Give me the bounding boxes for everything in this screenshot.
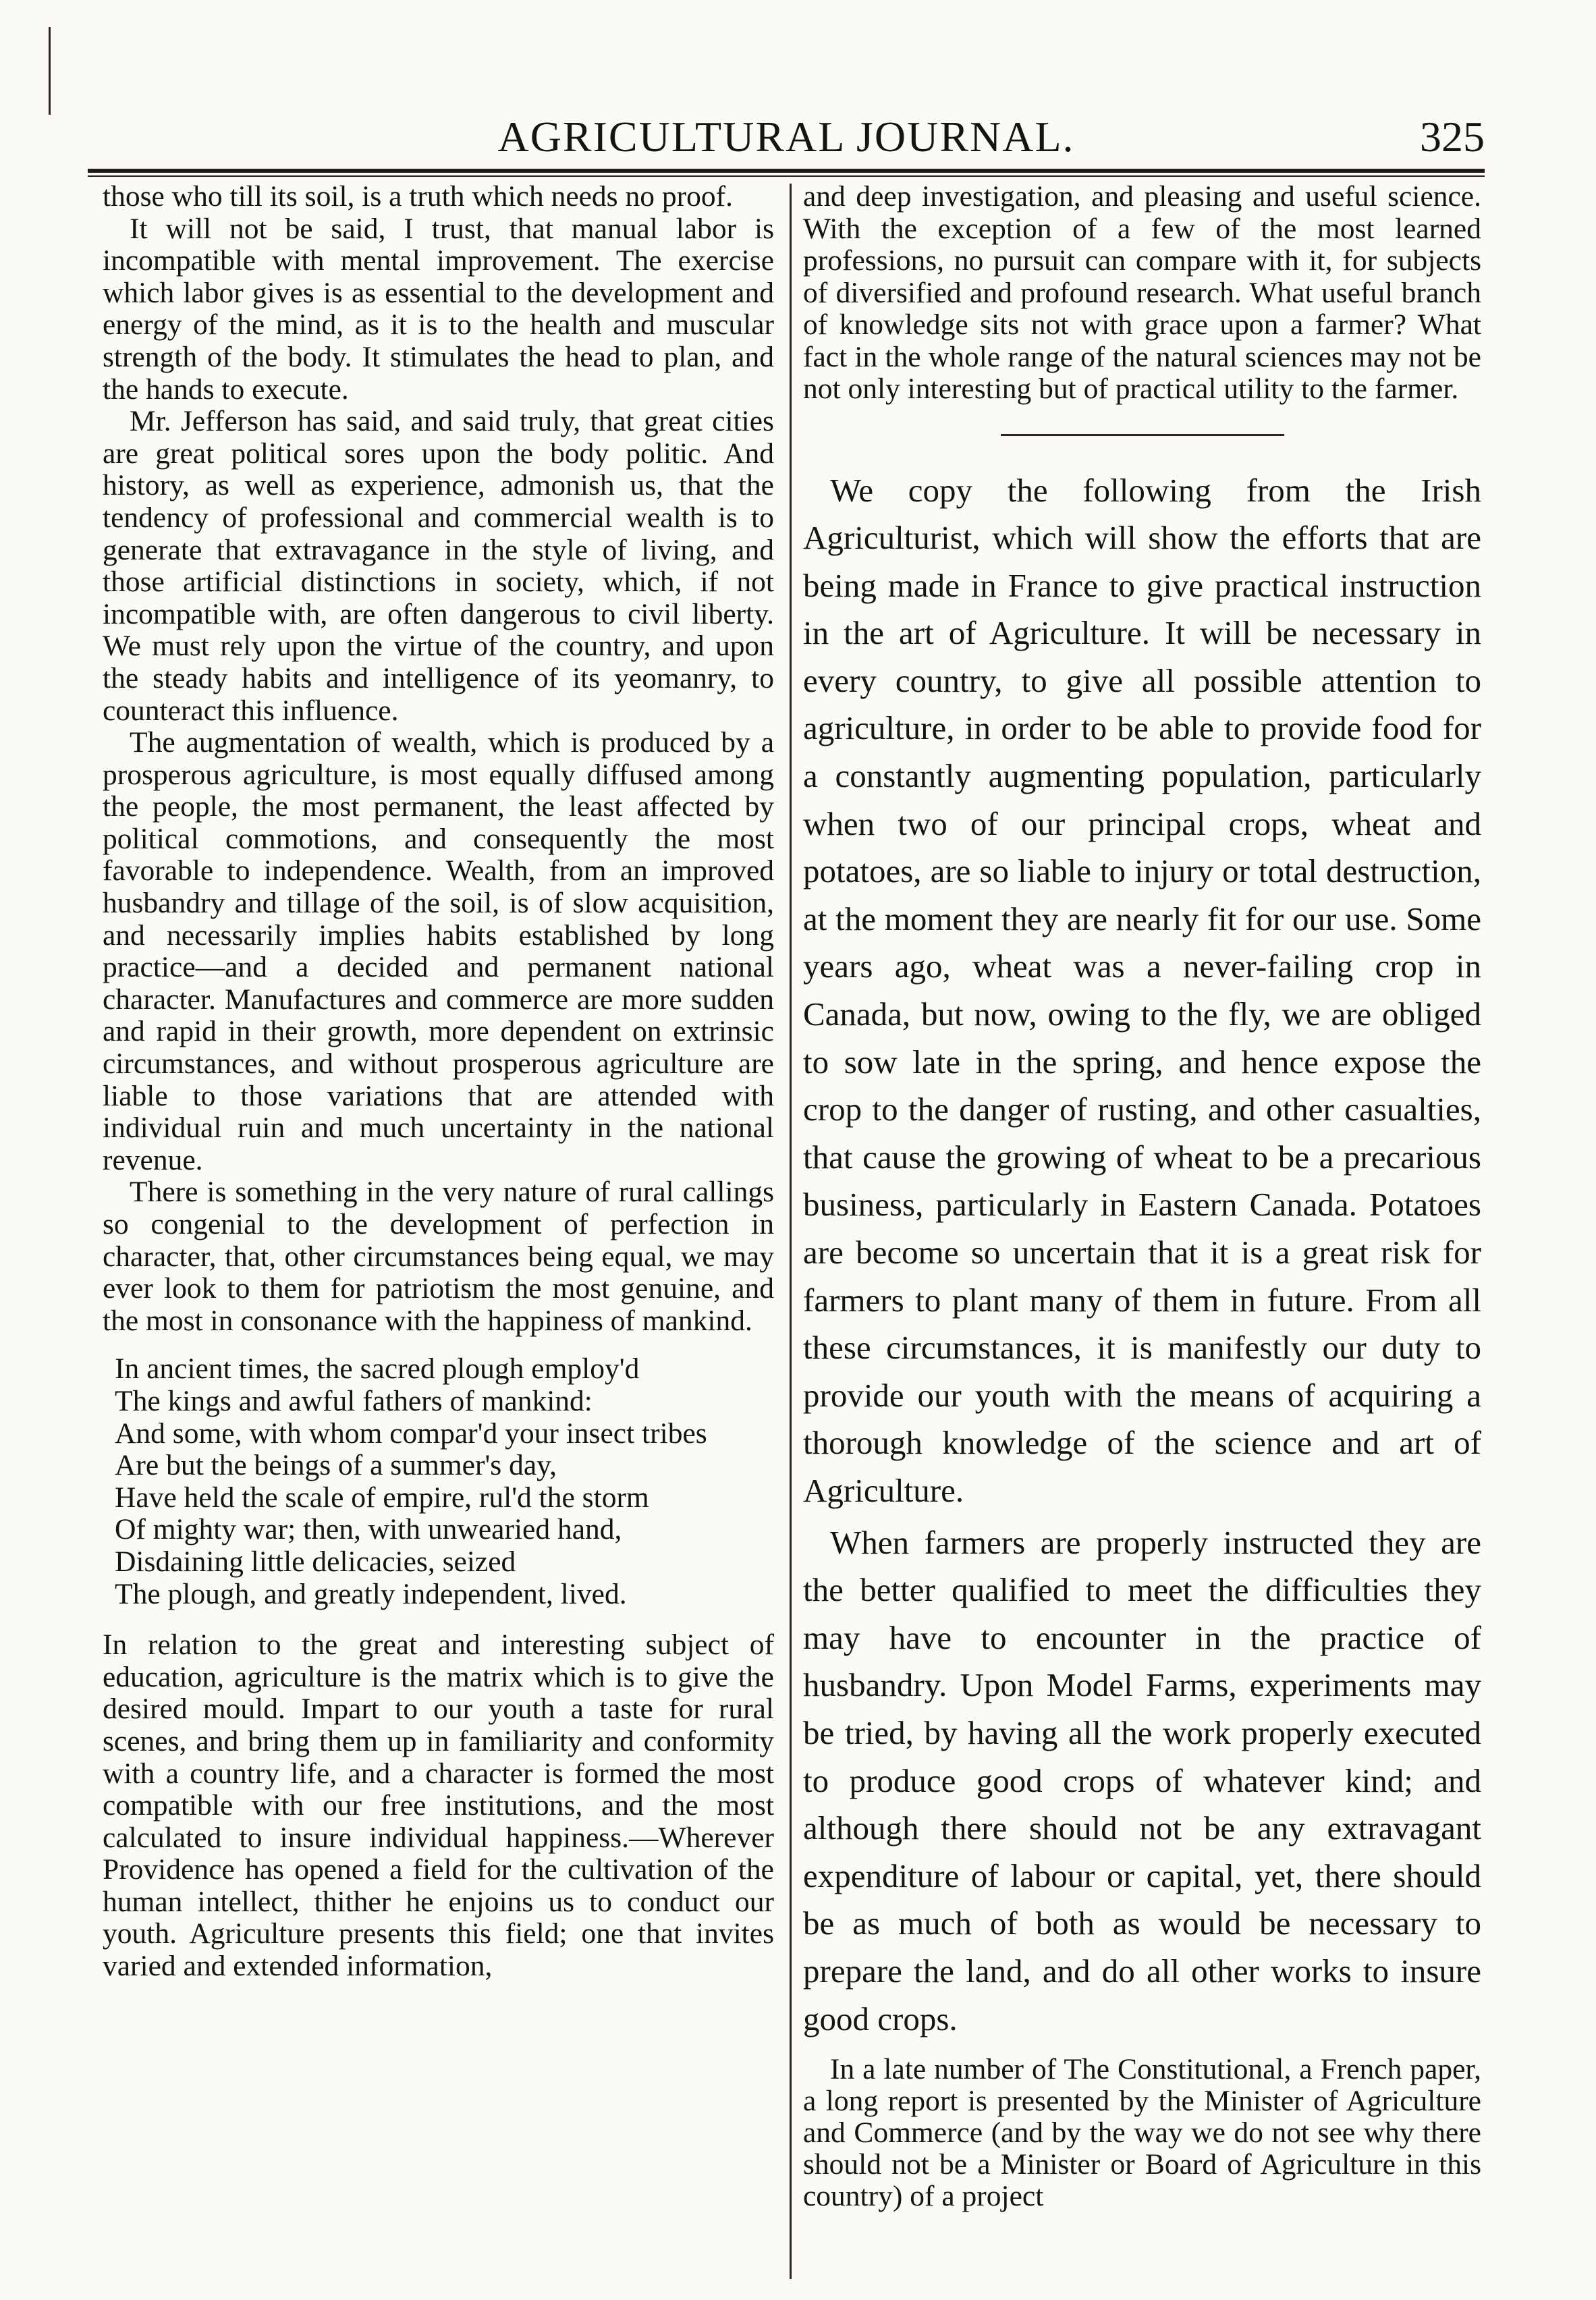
paragraph: When farmers are properly instructed they are the better qualified to meet the difficulties they may have to encounter in the practice of husbandry. Upon Model Farms, experiments may be tried, by having all the work properly executed to produce good crops of whatever kind; and although there should not be any extravagant expenditure of labour or capital, yet, there should be as much of both as would be necessary to prepare the land, and do all other works to insure good crops.: [803, 1523, 1481, 2037]
paragraph: those who till its soil, is a truth which needs no proof.: [103, 180, 733, 213]
paragraph: We copy the following from the Irish Agriculturist, which will show the efforts that are being made in France to give practical instruction in the art of Agriculture. It will be necessary in every country, to give all possible attention to agriculture, in order to be able to provide food for a constantly augmenting population, particularly when two of our principal crops, wheat and potatoes, are so liable to injury or total destruction, at the moment they are nearly fit for our use. Some years ago, wheat was a never-failing crop in Canada, but now, owing to the fly, we are obliged to sow late in the spring, and hence expose the crop to the danger of rusting, and other casualties, that cause the growing of wheat to be a precarious business, particularly in Eastern Canada. Potatoes are become so uncertain that it is a great risk for farmers to plant many of them in future. From all these circumstances, it is manifestly our duty to provide our youth with the means of acquiring a thorough knowledge of the science and art of Agriculture.: [803, 471, 1481, 1509]
header-rule: [88, 169, 1485, 173]
paragraph: Mr. Jefferson has said, and said truly, that great cities are great political sores upon the body politic. And history, as well as experience, admonish us, that the tendency of professional and commercial wealth is to generate that extravagance in the style of living, and those artificial distinctions in society, which, if not incompatible with, are often dangerous to civil liberty. We must rely upon the virtue of the country, and upon the steady habits and intelligence of its yeomanry, to counteract this influence.: [103, 405, 774, 727]
verse-line: Of mighty war; then, with unwearied hand,: [115, 1513, 622, 1546]
paragraph: In a late number of The Constitutional, a French paper, a long report is presented by the Minister of Agriculture and Commerce (and by the way we do not see why there should not be a Minister or Board of Agriculture in this country) of a project: [803, 2053, 1481, 2213]
verse-quotation: [115, 1353, 774, 1610]
page-edge-mark: [49, 27, 51, 115]
running-head: [88, 107, 1485, 167]
article-body: [803, 467, 1481, 2044]
verse-line: Have held the scale of empire, rul'd the storm: [115, 1481, 649, 1514]
paragraph: It will not be said, I trust, that manual labor is incompatible with mental improvement. The exercise which labor gives is as essential to the development and energy of the mind, as it is to the health and muscular strength of the body. It stimulates the head to plan, and the hands to execute.: [103, 212, 774, 406]
verse-line: Disdaining little delicacies, seized: [115, 1545, 516, 1578]
header-rule-thin: [88, 175, 1485, 177]
verse-line: In ancient times, the sacred plough employ'd: [115, 1352, 640, 1386]
column-divider: [790, 184, 792, 2279]
right-column: [803, 181, 1481, 2212]
paragraph: In relation to the great and interesting subject of education, agriculture is the matrix which is to give the desired mould. Impart to our youth a taste for rural scenes, and bring them up in familiarity and conformity with a country life, and a character is formed the most compatible with our free institutions, and the most calculated to insure individual happiness.—Wherever Providence has opened a field for the cultivation of the human intellect, thither he enjoins us to conduct our youth. Agriculture presents this field; one that invites varied and extended information,: [103, 1628, 774, 1983]
verse-line: The kings and awful fathers of mankind:: [115, 1384, 593, 1417]
paragraph: and deep investigation, and pleasing and useful science. With the exception of a few of the most learned professions, no pursuit can compare with it, for subjects of diversified and profound research. What useful branch of knowledge sits not with grace upon a farmer? What fact in the whole range of the natural sciences may not be not only interesting but of practical utility to the farmer.: [803, 180, 1481, 405]
paragraph: The augmentation of wealth, which is produced by a prosperous agriculture, is most equally diffused among the people, the most permanent, the least affected by political commotions, and consequently the most favorable to independence. Wealth, from an improved husbandry and tillage of the soil, is of slow acquisition, and necessarily implies habits established by long practice—and a decided and permanent national character. Manufactures and commerce are more sudden and rapid in their growth, more dependent on extrinsic circumstances, and without prosperous agriculture are liable to those variations that are attended with individual ruin and much uncertainty in the national revenue.: [103, 726, 774, 1176]
section-rule: [1001, 434, 1284, 436]
verse-line: Are but the beings of a summer's day,: [115, 1449, 557, 1482]
verse-line: And some, with whom compar'd your insect tribes: [115, 1417, 707, 1450]
running-title: AGRICULTURAL JOURNAL.: [497, 113, 1075, 161]
page-number: 325: [1420, 113, 1485, 161]
verse-line: The plough, and greatly independent, lived.: [115, 1577, 627, 1610]
article-continuation: [803, 181, 1481, 406]
left-column: [103, 181, 774, 1983]
paragraph: There is something in the very nature of rural callings so congenial to the development of perfection in character, that, other circumstances being equal, we may ever look to them for patriotism the most genuine, and the most in consonance with the happiness of mankind.: [103, 1176, 774, 1337]
